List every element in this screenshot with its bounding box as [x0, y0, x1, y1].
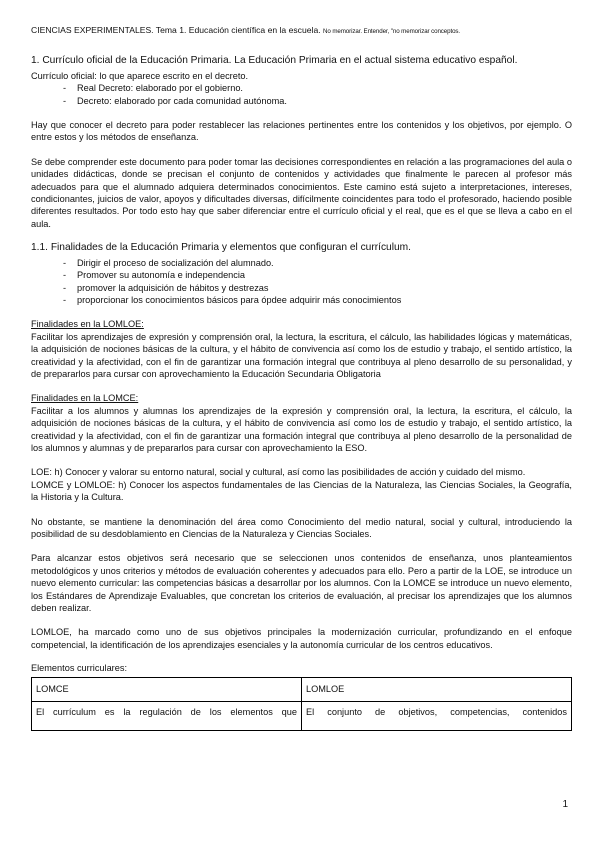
paragraph-lomloe: LOMLOE, ha marcado como uno de sus objetivos principales la modernización curricular, profundizando en el enfoque competencial, la identificación de los aprendizajes esenciales y la autonomía curricular de los centros educativos. [31, 627, 572, 650]
document-header [31, 24, 572, 38]
header-note: No memorizar. Entender, "no memorizar conceptos. [323, 28, 461, 35]
table-header-cell: LOMLOE [302, 677, 572, 701]
elementos-label: Elementos curriculares: [31, 663, 127, 674]
curriculo-definition: Currículo oficial: lo que aparece escrito en el decreto. [31, 70, 249, 81]
paragraph-no-obstante: No obstante, se mantiene la denominación del área como Conocimiento del medio natural, social y cultural, introduciendo la posibilidad de su desdoblamiento en Ciencias de la Naturaleza y Ciencias Sociales. [31, 516, 572, 539]
page-number: 1 [562, 799, 568, 810]
lomloe-text: Facilitar los aprendizajes de expresión y comprensión oral, la lectura, la escritura, el cálculo, las habilidades lógicas y matemáticas, la adquisición de nociones básicas de la cultura, y el hábito de convivencia así como los de estudio y trabajo, el sentido artístico, la creatividad y la afectividad, con el fin de garantizar una formación integral que contribuya al pleno desarrollo de su personalidad, y de prepararlos para cursar con aprovechamiento la Educación Secundaria Obligatoria [31, 331, 572, 379]
decree-list [31, 82, 572, 107]
table-cell: El conjunto de objetivos, competencias, contenidos [302, 701, 572, 730]
document-page [31, 24, 572, 731]
table-header-row [32, 677, 572, 701]
list-item: - promover la adquisición de hábitos y destrezas [63, 282, 572, 294]
list-item: - proporcionar los conocimientos básicos para ópdee adquirir más conocimientos [63, 294, 572, 306]
lomce-heading: Finalidades en la LOMCE: [31, 393, 139, 404]
lomce-lomloe-line: LOMCE y LOMLOE: h) Conocer los aspectos fundamentales de las Ciencias de la Naturaleza, las Ciencias Sociales, la Geografía, la Historia y la Cultura. [31, 479, 572, 503]
section-1-1-title: 1.1. Finalidades de la Educación Primaria y elementos que configuran el currículum. [31, 242, 411, 254]
table-header-cell: LOMCE [32, 677, 302, 701]
list-item: - Promover su autonomía e independencia [63, 269, 572, 281]
list-item: - Dirigir el proceso de socialización del alumnado. [63, 257, 572, 269]
paragraph-alcanzar: Para alcanzar estos objetivos será necesario que se seleccionen unos contenidos de enseñanza, unos planteamientos metodológicos y unos criterios y métodos de evaluación coherentes y adecuados para ello. Pero a partir de la LOE, se introduce un nuevo elemento curricular: las competencias básicas a desarrollar por los alumnos. Con la LOMCE se introduce un nuevo elemento, los Estándares de Aprendizaje Evaluables, que concretan los criterios de evaluación, al precisar los aprendizajes que los alumnos deben realizar. [31, 553, 572, 614]
lomloe-heading: Finalidades en la LOMLOE: [31, 319, 144, 330]
paragraph-comprender: Se debe comprender este documento para poder tomar las decisiones correspondientes en relación a las programaciones del aula o unidades didácticas, donde se precisan el conjunto de contenidos y actividades que finalmente le parecen al profesor más adecuados para que el alumnado adquiera determinados conocimientos. Este camino está sujeto a interpretaciones, intereses, condicionantes, juicios de valor, apoyos y dificultades diversas, difícilmente coincidentes para todo el profesorado, haciendo posible diferentes resultados. Por todo esto hay que saber diferenciar entre el currículo oficial y el real, que es el que se lleva a cabo en el aula. [31, 156, 572, 229]
table-row [32, 701, 572, 730]
paragraph-decreto: Hay que conocer el decreto para poder restablecer las relaciones pertinentes entre los contenidos y los objetivos, por ejemplo. O entre estos y los métodos de enseñanza. [31, 120, 572, 143]
loe-line: LOE: h) Conocer y valorar su entorno natural, social y cultural, así como las posibilidades de acción y cuidado del mismo. [31, 467, 526, 478]
section-1-title: 1. Currículo oficial de la Educación Primaria. La Educación Primaria en el actual sistema educativo español. [31, 55, 518, 67]
finalidades-list [31, 257, 572, 307]
elementos-table [31, 677, 572, 731]
list-item: - Decreto: elaborado por cada comunidad autónoma. [63, 95, 572, 107]
header-title: CIENCIAS EXPERIMENTALES. Tema 1. Educación científica en la escuela. [31, 25, 321, 35]
lomce-text: Facilitar a los alumnos y alumnas los aprendizajes de la expresión y comprensión oral, la lectura, la escritura, el cálculo, la adquisición de nociones básicas de la cultura, y el hábito de convivencia así como los de estudio y trabajo, el sentido artístico, la creatividad y la afectividad, con el fin de garantizar una formación integral que contribuya al pleno desarrollo de la personalidad de los alumnos y alumnas y de prepararlos para cursar con aprovechamiento la ESO. [31, 405, 572, 453]
list-item: - Real Decreto: elaborado por el gobierno. [63, 82, 572, 94]
table-cell: El currículum es la regulación de los elementos que [32, 701, 302, 730]
